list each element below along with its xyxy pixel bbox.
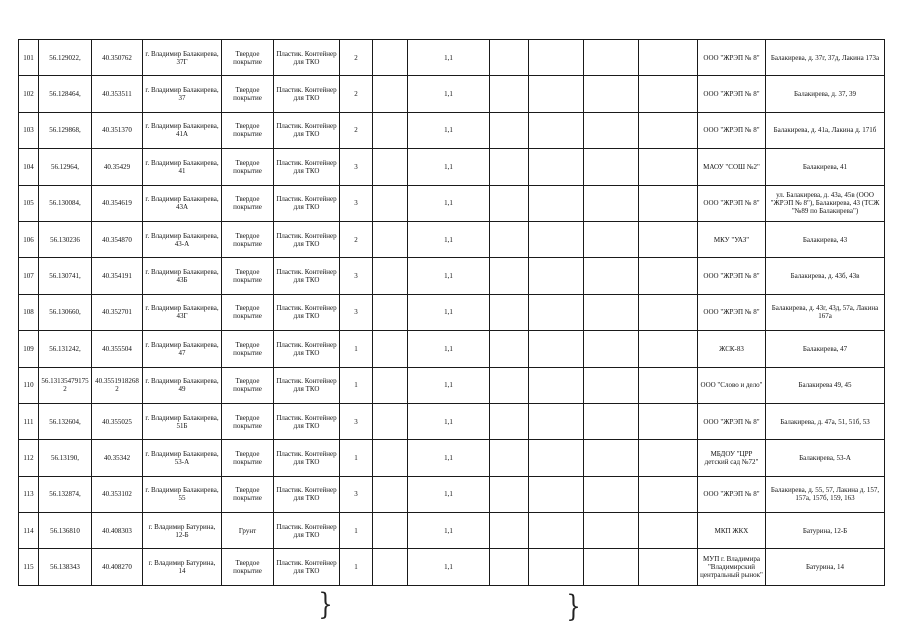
- longitude-cell: 40.35342: [92, 440, 143, 476]
- latitude-cell: 56.131354791752: [39, 367, 92, 403]
- empty-cell: [584, 76, 639, 112]
- empty-cell: [639, 294, 698, 330]
- site-address-cell: г. Владимир Балакирева, 41А: [143, 112, 222, 148]
- served-addresses-cell: Балакирева, д. 43б, 43в: [766, 258, 885, 294]
- empty-cell: [529, 149, 584, 185]
- container-volume-cell: 1,1: [408, 76, 490, 112]
- served-addresses-cell: Балакирева, д. 37, 39: [766, 76, 885, 112]
- empty-cell: [373, 476, 408, 512]
- empty-cell: [490, 549, 529, 585]
- empty-cell: [490, 185, 529, 221]
- empty-cell: [373, 112, 408, 148]
- latitude-cell: 56.136810: [39, 513, 92, 549]
- empty-cell: [529, 367, 584, 403]
- empty-cell: [490, 513, 529, 549]
- owner-organization-cell: ООО "ЖРЭП № 8": [698, 76, 766, 112]
- surface-type-cell: Твердое покрытие: [222, 76, 274, 112]
- site-address-cell: г. Владимир Батурина, 14: [143, 549, 222, 585]
- container-count-cell: 3: [340, 185, 373, 221]
- surface-type-cell: Грунт: [222, 513, 274, 549]
- empty-cell: [373, 149, 408, 185]
- registry-sheet: [18, 39, 884, 586]
- empty-cell: [373, 40, 408, 76]
- empty-cell: [490, 294, 529, 330]
- empty-cell: [529, 331, 584, 367]
- container-volume-cell: 1,1: [408, 185, 490, 221]
- empty-cell: [584, 258, 639, 294]
- row-number: 111: [19, 403, 39, 439]
- empty-cell: [639, 149, 698, 185]
- longitude-cell: 40.354870: [92, 221, 143, 257]
- empty-cell: [373, 258, 408, 294]
- latitude-cell: 56.138343: [39, 549, 92, 585]
- empty-cell: [490, 40, 529, 76]
- row-number: 112: [19, 440, 39, 476]
- empty-cell: [490, 331, 529, 367]
- ink-bracket-mark: }: [318, 587, 333, 622]
- table-body: [19, 40, 885, 586]
- empty-cell: [529, 476, 584, 512]
- surface-type-cell: Твердое покрытие: [222, 440, 274, 476]
- empty-cell: [529, 440, 584, 476]
- surface-type-cell: Твердое покрытие: [222, 185, 274, 221]
- empty-cell: [490, 149, 529, 185]
- empty-cell: [529, 403, 584, 439]
- empty-cell: [529, 221, 584, 257]
- owner-organization-cell: ООО "ЖРЭП № 8": [698, 258, 766, 294]
- surface-type-cell: Твердое покрытие: [222, 331, 274, 367]
- latitude-cell: 56.13190,: [39, 440, 92, 476]
- owner-organization-cell: МКУ "УАЗ": [698, 221, 766, 257]
- container-sites-table: [18, 39, 885, 586]
- container-type-cell: Пластик. Контейнер для ТКО: [274, 476, 340, 512]
- container-volume-cell: 1,1: [408, 40, 490, 76]
- empty-cell: [639, 331, 698, 367]
- row-number: 107: [19, 258, 39, 294]
- site-address-cell: г. Владимир Балакирева, 43Б: [143, 258, 222, 294]
- empty-cell: [373, 367, 408, 403]
- surface-type-cell: Твердое покрытие: [222, 221, 274, 257]
- container-count-cell: 3: [340, 476, 373, 512]
- table-row: [19, 476, 885, 512]
- container-type-cell: Пластик. Контейнер для ТКО: [274, 185, 340, 221]
- row-number: 113: [19, 476, 39, 512]
- empty-cell: [584, 112, 639, 148]
- longitude-cell: 40.408270: [92, 549, 143, 585]
- empty-cell: [584, 221, 639, 257]
- empty-cell: [529, 185, 584, 221]
- table-row: [19, 258, 885, 294]
- served-addresses-cell: ул. Балакирева, д. 43а, 45в (ООО "ЖРЭП № 8"), Балакирева, 43 (ТСЖ "№89 по Балакирева"): [766, 185, 885, 221]
- row-number: 104: [19, 149, 39, 185]
- empty-cell: [639, 513, 698, 549]
- latitude-cell: 56.131242,: [39, 331, 92, 367]
- container-count-cell: 2: [340, 40, 373, 76]
- served-addresses-cell: Балакирева 49, 45: [766, 367, 885, 403]
- container-type-cell: Пластик. Контейнер для ТКО: [274, 258, 340, 294]
- surface-type-cell: Твердое покрытие: [222, 549, 274, 585]
- site-address-cell: г. Владимир Балакирева, 41: [143, 149, 222, 185]
- owner-organization-cell: МАОУ "СОШ №2": [698, 149, 766, 185]
- empty-cell: [584, 367, 639, 403]
- table-row: [19, 549, 885, 585]
- table-row: [19, 367, 885, 403]
- container-count-cell: 2: [340, 221, 373, 257]
- row-number: 109: [19, 331, 39, 367]
- owner-organization-cell: ООО "ЖРЭП № 8": [698, 40, 766, 76]
- container-count-cell: 2: [340, 112, 373, 148]
- row-number: 108: [19, 294, 39, 330]
- container-count-cell: 1: [340, 440, 373, 476]
- latitude-cell: 56.132604,: [39, 403, 92, 439]
- surface-type-cell: Твердое покрытие: [222, 476, 274, 512]
- container-count-cell: 3: [340, 149, 373, 185]
- empty-cell: [529, 549, 584, 585]
- empty-cell: [490, 112, 529, 148]
- ink-bracket-mark: }: [566, 589, 581, 624]
- empty-cell: [490, 258, 529, 294]
- empty-cell: [639, 76, 698, 112]
- longitude-cell: 40.354619: [92, 185, 143, 221]
- surface-type-cell: Твердое покрытие: [222, 40, 274, 76]
- container-volume-cell: 1,1: [408, 549, 490, 585]
- served-addresses-cell: Балакирева, д. 37г, 37д, Лакина 173а: [766, 40, 885, 76]
- row-number: 110: [19, 367, 39, 403]
- owner-organization-cell: ООО "ЖРЭП № 8": [698, 403, 766, 439]
- empty-cell: [584, 403, 639, 439]
- served-addresses-cell: Балакирева, д. 41а, Лакина д. 171б: [766, 112, 885, 148]
- empty-cell: [490, 367, 529, 403]
- container-count-cell: 3: [340, 258, 373, 294]
- site-address-cell: г. Владимир Балакирева, 37Г: [143, 40, 222, 76]
- container-count-cell: 1: [340, 367, 373, 403]
- empty-cell: [584, 440, 639, 476]
- row-number: 101: [19, 40, 39, 76]
- container-type-cell: Пластик. Контейнер для ТКО: [274, 367, 340, 403]
- table-row: [19, 40, 885, 76]
- site-address-cell: г. Владимир Батурина, 12-Б: [143, 513, 222, 549]
- container-volume-cell: 1,1: [408, 149, 490, 185]
- longitude-cell: 40.353511: [92, 76, 143, 112]
- empty-cell: [373, 549, 408, 585]
- longitude-cell: 40.35429: [92, 149, 143, 185]
- served-addresses-cell: Балакирева, д. 43г, 43д, 57а, Лакина 167а: [766, 294, 885, 330]
- site-address-cell: г. Владимир Балакирева, 47: [143, 331, 222, 367]
- surface-type-cell: Твердое покрытие: [222, 149, 274, 185]
- empty-cell: [639, 476, 698, 512]
- served-addresses-cell: Балакирева, 41: [766, 149, 885, 185]
- site-address-cell: г. Владимир Балакирева, 43Г: [143, 294, 222, 330]
- latitude-cell: 56.132874,: [39, 476, 92, 512]
- owner-organization-cell: ООО "ЖРЭП № 8": [698, 476, 766, 512]
- table-row: [19, 331, 885, 367]
- empty-cell: [373, 513, 408, 549]
- empty-cell: [490, 76, 529, 112]
- empty-cell: [639, 367, 698, 403]
- empty-cell: [639, 40, 698, 76]
- served-addresses-cell: Балакирева, д. 47а, 51, 51б, 53: [766, 403, 885, 439]
- site-address-cell: г. Владимир Балакирева, 55: [143, 476, 222, 512]
- container-count-cell: 1: [340, 549, 373, 585]
- empty-cell: [373, 403, 408, 439]
- owner-organization-cell: МКП ЖКХ: [698, 513, 766, 549]
- row-number: 115: [19, 549, 39, 585]
- row-number: 102: [19, 76, 39, 112]
- surface-type-cell: Твердое покрытие: [222, 258, 274, 294]
- latitude-cell: 56.12964,: [39, 149, 92, 185]
- empty-cell: [584, 549, 639, 585]
- table-row: [19, 76, 885, 112]
- longitude-cell: 40.353102: [92, 476, 143, 512]
- surface-type-cell: Твердое покрытие: [222, 403, 274, 439]
- empty-cell: [639, 549, 698, 585]
- container-volume-cell: 1,1: [408, 476, 490, 512]
- latitude-cell: 56.128464,: [39, 76, 92, 112]
- container-volume-cell: 1,1: [408, 112, 490, 148]
- surface-type-cell: Твердое покрытие: [222, 112, 274, 148]
- longitude-cell: 40.352701: [92, 294, 143, 330]
- container-type-cell: Пластик. Контейнер для ТКО: [274, 294, 340, 330]
- latitude-cell: 56.130741,: [39, 258, 92, 294]
- longitude-cell: 40.350762: [92, 40, 143, 76]
- empty-cell: [584, 185, 639, 221]
- container-count-cell: 1: [340, 513, 373, 549]
- empty-cell: [584, 513, 639, 549]
- table-row: [19, 149, 885, 185]
- container-count-cell: 3: [340, 403, 373, 439]
- empty-cell: [490, 476, 529, 512]
- served-addresses-cell: Балакирева, д. 55, 57, Лакина д. 157, 157а, 157б, 159, 163: [766, 476, 885, 512]
- owner-organization-cell: ЖСК-83: [698, 331, 766, 367]
- empty-cell: [529, 76, 584, 112]
- owner-organization-cell: МУП г. Владимира "Владимирский центральный рынок": [698, 549, 766, 585]
- site-address-cell: г. Владимир Балакирева, 43А: [143, 185, 222, 221]
- longitude-cell: 40.355025: [92, 403, 143, 439]
- container-volume-cell: 1,1: [408, 331, 490, 367]
- empty-cell: [639, 185, 698, 221]
- row-number: 114: [19, 513, 39, 549]
- served-addresses-cell: Батурина, 14: [766, 549, 885, 585]
- served-addresses-cell: Батурина, 12-Б: [766, 513, 885, 549]
- empty-cell: [639, 221, 698, 257]
- empty-cell: [584, 476, 639, 512]
- container-count-cell: 1: [340, 331, 373, 367]
- row-number: 105: [19, 185, 39, 221]
- container-type-cell: Пластик. Контейнер для ТКО: [274, 549, 340, 585]
- empty-cell: [490, 221, 529, 257]
- empty-cell: [639, 258, 698, 294]
- container-volume-cell: 1,1: [408, 258, 490, 294]
- served-addresses-cell: Балакирева, 43: [766, 221, 885, 257]
- container-type-cell: Пластик. Контейнер для ТКО: [274, 440, 340, 476]
- longitude-cell: 40.408303: [92, 513, 143, 549]
- empty-cell: [529, 40, 584, 76]
- container-type-cell: Пластик. Контейнер для ТКО: [274, 40, 340, 76]
- empty-cell: [639, 403, 698, 439]
- container-type-cell: Пластик. Контейнер для ТКО: [274, 403, 340, 439]
- container-type-cell: Пластик. Контейнер для ТКО: [274, 331, 340, 367]
- container-volume-cell: 1,1: [408, 221, 490, 257]
- container-type-cell: Пластик. Контейнер для ТКО: [274, 149, 340, 185]
- surface-type-cell: Твердое покрытие: [222, 367, 274, 403]
- empty-cell: [639, 112, 698, 148]
- table-row: [19, 112, 885, 148]
- container-volume-cell: 1,1: [408, 403, 490, 439]
- served-addresses-cell: Балакирева, 47: [766, 331, 885, 367]
- site-address-cell: г. Владимир Балакирева, 37: [143, 76, 222, 112]
- table-row: [19, 403, 885, 439]
- owner-organization-cell: ООО "ЖРЭП № 8": [698, 185, 766, 221]
- container-count-cell: 2: [340, 76, 373, 112]
- empty-cell: [529, 513, 584, 549]
- table-row: [19, 513, 885, 549]
- container-volume-cell: 1,1: [408, 294, 490, 330]
- longitude-cell: 40.35519182682: [92, 367, 143, 403]
- empty-cell: [584, 331, 639, 367]
- owner-organization-cell: ООО "ЖРЭП № 8": [698, 112, 766, 148]
- container-type-cell: Пластик. Контейнер для ТКО: [274, 112, 340, 148]
- owner-organization-cell: ООО "ЖРЭП № 8": [698, 294, 766, 330]
- container-volume-cell: 1,1: [408, 367, 490, 403]
- empty-cell: [373, 185, 408, 221]
- empty-cell: [529, 294, 584, 330]
- longitude-cell: 40.355504: [92, 331, 143, 367]
- owner-organization-cell: МБДОУ "ЦРР детский сад №72": [698, 440, 766, 476]
- container-type-cell: Пластик. Контейнер для ТКО: [274, 76, 340, 112]
- site-address-cell: г. Владимир Балакирева, 53-А: [143, 440, 222, 476]
- empty-cell: [373, 294, 408, 330]
- table-row: [19, 185, 885, 221]
- container-type-cell: Пластик. Контейнер для ТКО: [274, 221, 340, 257]
- empty-cell: [584, 294, 639, 330]
- latitude-cell: 56.130084,: [39, 185, 92, 221]
- empty-cell: [639, 440, 698, 476]
- site-address-cell: г. Владимир Балакирева, 51Б: [143, 403, 222, 439]
- empty-cell: [373, 440, 408, 476]
- served-addresses-cell: Балакирева, 53-А: [766, 440, 885, 476]
- empty-cell: [373, 76, 408, 112]
- container-volume-cell: 1,1: [408, 440, 490, 476]
- latitude-cell: 56.129868,: [39, 112, 92, 148]
- empty-cell: [490, 440, 529, 476]
- latitude-cell: 56.130236: [39, 221, 92, 257]
- container-volume-cell: 1,1: [408, 513, 490, 549]
- empty-cell: [529, 112, 584, 148]
- row-number: 103: [19, 112, 39, 148]
- empty-cell: [373, 331, 408, 367]
- longitude-cell: 40.351370: [92, 112, 143, 148]
- site-address-cell: г. Владимир Балакирева, 49: [143, 367, 222, 403]
- table-row: [19, 294, 885, 330]
- container-type-cell: Пластик. Контейнер для ТКО: [274, 513, 340, 549]
- container-count-cell: 3: [340, 294, 373, 330]
- empty-cell: [529, 258, 584, 294]
- latitude-cell: 56.130660,: [39, 294, 92, 330]
- empty-cell: [373, 221, 408, 257]
- owner-organization-cell: ООО "Слово и дело": [698, 367, 766, 403]
- empty-cell: [584, 149, 639, 185]
- surface-type-cell: Твердое покрытие: [222, 294, 274, 330]
- table-row: [19, 440, 885, 476]
- row-number: 106: [19, 221, 39, 257]
- empty-cell: [490, 403, 529, 439]
- empty-cell: [584, 40, 639, 76]
- site-address-cell: г. Владимир Балакирева, 43-А: [143, 221, 222, 257]
- table-row: [19, 221, 885, 257]
- longitude-cell: 40.354191: [92, 258, 143, 294]
- latitude-cell: 56.129022,: [39, 40, 92, 76]
